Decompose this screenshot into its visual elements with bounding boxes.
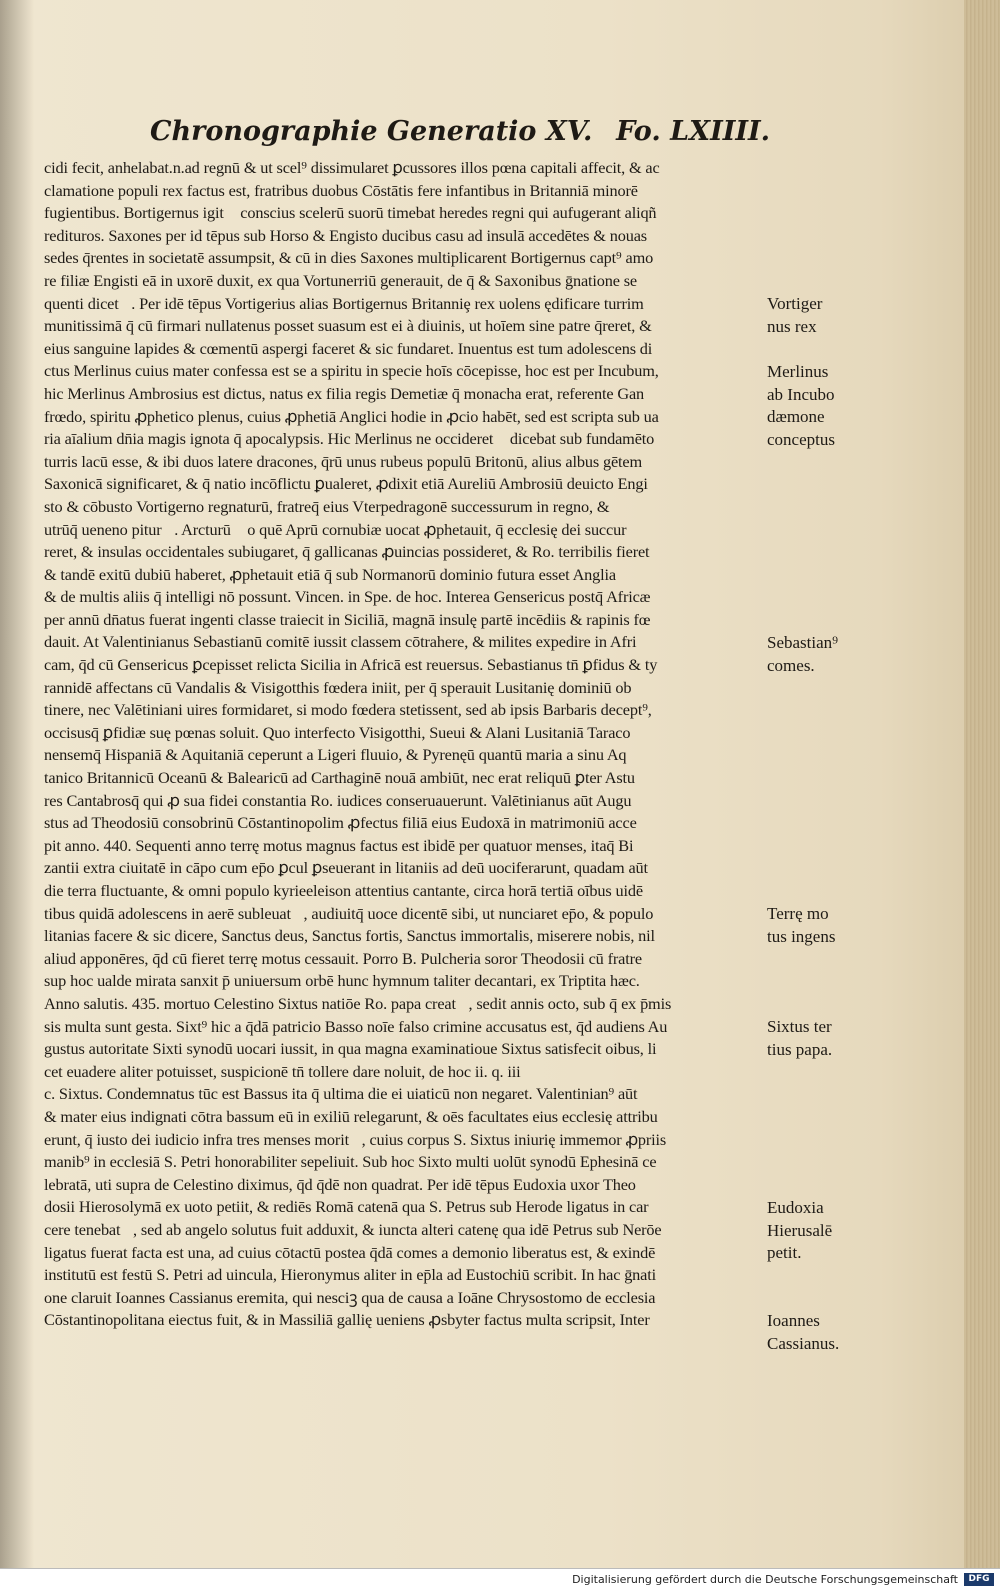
text-line: sup hoc ualde mirata sanxit p̄ uniuersum orbē hunc hymnum taliter decantari, ex Triptita hæc. xyxy=(44,971,640,991)
text-line: nensemq̄ Hispaniā & Aquitaniā ceperunt a Ligeri fluuio, & Pyrenęū quantū maria a sinu Aq xyxy=(44,745,627,765)
text-line: tibus quidā adolescens in aerē subleuat᷑, audiuitq̄ uoce dicentē sibi, ut nunciaret ep̄o, & populo xyxy=(44,903,654,923)
text-line: & de multis aliis q̄ intelligi nō possunt. Vincen. in Spe. de hoc. Interea Gensericus postq̄ Africæ xyxy=(44,587,651,607)
dfg-logo-icon: DFG xyxy=(964,1573,994,1586)
text-line: dauit. At Valentinianus Sebastianū comitē iussit classem cōtrahere, & milites expedire in Afri xyxy=(44,632,637,652)
text-line: institutū est festū S. Petri ad uincula, Hieronymus aliter in ep̄la ad Eustochiū scribit. In hac ḡnati xyxy=(44,1265,656,1285)
text-line: ligatus fuerat facta est una, ad cuius cōtactū postea q̄dā comes a demonio liberatus est, & exindē xyxy=(44,1242,656,1262)
text-line: & tandē exitū dubiū haberet, ꝓphetauit etiā q̄ sub Normanorū dominio futura esset Anglia xyxy=(44,564,616,584)
main-text-column xyxy=(44,157,764,1332)
text-line: per annū dn̄atus fuerat ingenti classe traiecit in Siciliā, magnā insulę partē incēdiis & rapinis fœ xyxy=(44,609,651,629)
text-line: clamatione populi rex factus est, fratribus duobus Cōstātis fere infantibus in Britanniā minorē xyxy=(44,180,638,200)
text-line: & mater eius indignati cōtra bassum eū in exiliū relegarunt, & oēs facultates eius ecclesię attribu xyxy=(44,1106,658,1126)
text-line: hic Merlinus Ambrosius est dictus, natus ex filia regis Demetiæ q̄ monacha erat, referente Gan xyxy=(44,383,645,403)
text-line: lebratā, uti supra de Celestino diximus, q̄d q̄dē non quadrat. Per idē tēpus Eudoxia uxor Theo xyxy=(44,1174,636,1194)
text-line: pit anno. 440. Sequenti anno terrę motus magnus factus est ibidē per quatuor menses, itaq̄ Bi xyxy=(44,835,634,855)
text-line: litanias facere & sic dicere, Sanctus deus, Sanctus fortis, Sanctus immortalis, miserere nobis, nil xyxy=(44,926,655,946)
text-line: redituros. Saxones per id tēpus sub Horso & Engisto ducibus casu ad insulā accedētes & nouas xyxy=(44,225,647,245)
gutter-shadow xyxy=(0,0,34,1568)
text-line: Cōstantinopolitana eiectus fuit, & in Massiliā gallię ueniens ꝓsbyter factus multa scripsit, Inter xyxy=(44,1310,650,1330)
text-line: cere tenebat᷑, sed ab angelo solutus fuit adduxit, & iuncta alteri catenę qua idē Petrus sub Nerōe xyxy=(44,1219,662,1239)
text-line: tanico Britannicū Oceanū & Balearicū ad Carthaginē nouā ambiūt, nec erat reliquū ꝑter Astu xyxy=(44,768,635,788)
text-line: re filiæ Engisti eā in uxorē duxit, ex qua Vortunerriū generauit, de q̄ & Saxonibus ḡnatione se xyxy=(44,270,638,290)
text-line: aliud apponēres, q̄d cū fieret terrę motus cessauit. Porro B. Pulcheria soror Theodosii cū fratre xyxy=(44,948,642,968)
marginal-note: Sixtus ter tius papa. xyxy=(767,1017,833,1059)
marginal-note: Ioannes Cassianus. xyxy=(767,1311,840,1353)
text-line: reret, & insulas occidentales subiugaret, q̄ gallicanas ꝓuincias possideret, & Ro. terribilis fieret xyxy=(44,542,650,562)
text-line: tinere, nec Valētiniani uires formidaret, si modo fœdera stetissent, sed ab ipsis Barbaris decept⁹, xyxy=(44,700,652,720)
text-line: eius sanguine lapides & cœmentū aspergi faceret & sic fundaret. Inuentus est tum adolescens di xyxy=(44,338,653,358)
text-line: sto & cōbusto Vortigerno regnaturū, fratreq̄ eius Vterpedragonē successurum in regno, & xyxy=(44,496,610,516)
text-line: ria aīalium dn̄ia magis ignota q̄ apocalypsis. Hic Merlinus ne occideret᷑ dicebat sub fundamēto xyxy=(44,429,655,449)
marginal-note: Vortiger nus rex xyxy=(767,294,823,336)
text-line: c. Sixtus. Condemnatus tūc est Bassus ita q̄ ultima die ei uiaticū non negaret. Valentinian⁹ aūt xyxy=(44,1084,638,1104)
text-line: erunt, q̄ iusto dei iudicio infra tres menses morit᷑, cuius corpus S. Sixtus iniurię immemor ꝓpriis xyxy=(44,1129,667,1149)
folio-number: Fo. LXIIII. xyxy=(616,116,770,147)
text-line: stus ad Theodosiū consobrinū Cōstantinopolim ꝓfectus filiā eius Eudoxā in matrimoniū acce xyxy=(44,813,637,833)
marginal-note: Terrę mo tus ingens xyxy=(767,904,836,946)
running-title: Chronographie Generatio XV. xyxy=(150,116,593,147)
text-line: one claruit Ioannes Cassianus eremita, qui nesciꝫ qua de causa a Ioāne Chrysostomo de ecclesia xyxy=(44,1287,656,1307)
text-line: die terra fluctuante, & omni populo kyrieeleison attentius cantante, circa horā tertiā oībus uidē xyxy=(44,881,643,900)
text-line: Anno salutis. 435. mortuo Celestino Sixtus natiōe Ro. papa creat᷑, sedit annis octo, sub q̄ ex p̄mis xyxy=(44,993,672,1013)
marginal-note: Sebastian⁹ comes. xyxy=(767,633,839,675)
text-line: gustus autoritate Sixti synodū uocari iussit, in qua magna examinatioue Sixtus satisfecit oibus, li xyxy=(44,1039,657,1059)
text-line: cidi fecit, anhelabat.n.ad regnū & ut scel⁹ dissimularet ꝑcussores illos pœna capitali affecit, & ac xyxy=(44,158,660,177)
text-line: rannidē affectans cū Vandalis & Visigotthis fœdera iniit, per q̄ sperauit Lusitanię dominiū ob xyxy=(44,677,632,697)
text-line: cam, q̄d cū Gensericus ꝑcepisset relicta Sicilia in Africā est reuersus. Sebastianus tn̄ ꝑfidus & ty xyxy=(44,655,658,675)
text-line: sis multa sunt gesta. Sixt⁹ hic a q̄dā patricio Basso noīe falso crimine accusatus est, q̄d audiens Au xyxy=(44,1016,668,1036)
text-line: cet euadere aliter potuisset, suspicionē tn̄ tollere dare noluit, de hoc ii. q. iii xyxy=(44,1061,521,1081)
text-line: utrūq̄ ueneno pitur᷑. Arcturū ꝟo quē Aprū cornubiæ uocat ꝓphetauit, q̄ ecclesię dei succur xyxy=(44,519,627,539)
text-line: dosii Hierosolymā ex uoto petiit, & rediēs Romā catenā qua S. Petrus sub Herode ligatus in car xyxy=(44,1197,649,1217)
text-line: sedes q̄rentes in societatē assumpsit, & cū in dies Saxones multiplicarent Bortigernus capt⁹ amo xyxy=(44,248,654,268)
page-edges xyxy=(964,0,1000,1568)
text-line: ctus Merlinus cuius mater confessa est se a spiritu in specie hoīs cōcepisse, hoc est per Incubum, xyxy=(44,361,659,381)
text-line: quenti dicet᷑. Per idē tēpus Vortigerius alias Bortigernus Britanniȩ rex uolens ędificare turrim xyxy=(44,293,644,313)
text-line: manib⁹ in ecclesiā S. Petri honorabiliter sepeliuit. Sub hoc Sixto multi uolūt synodū Ephesinā ce xyxy=(44,1152,657,1172)
text-line: zantii extra ciuitatē in cāpo cum ep̄o ꝑcul ꝑseuerant in litaniis ad deū uociferarunt, quadam aūt xyxy=(44,858,648,878)
text-line: frœdo, spiritu ꝓphetico plenus, cuius ꝓphetiā Anglici hodie in ꝓcio habēt, sed est scripta sub ua xyxy=(44,406,659,426)
text-line: turris lacū esse, & ibi duos latere dracones, q̄rū unus rubeus populū Britonū, alius albus gētem xyxy=(44,451,642,471)
digitization-footer xyxy=(0,1568,1000,1590)
text-line: res Cantabrosq̄ qui ꝓ sua fidei constantia Ro. iudices conseruauerunt. Valētinianus aūt Augu xyxy=(44,790,632,810)
text-line: munitissimā q̄ cū firmari nullatenus posset suasum est ei à diuinis, ut hoīem sine patre q̄reret, & xyxy=(44,316,652,336)
marginal-note: Merlinus ab Incubo dæmone conceptus xyxy=(767,362,835,449)
running-header xyxy=(150,116,770,156)
marginal-note: Eudoxia Hierusalē petit. xyxy=(767,1198,833,1263)
text-line: Saxonicā significaret, & q̄ natio incōflictu ꝑualeret, ꝓdixit etiā Aureliū Ambrosiū deuicto Engi xyxy=(44,474,648,494)
funding-credit: Digitalisierung gefördert durch die Deutsche Forschungsgemeinschaft xyxy=(572,1573,958,1586)
text-line: fugientibus. Bortigernus igit᷑ conscius scelerū suorū timebat heredes regni qui aufugerant aliqñ xyxy=(44,203,657,223)
text-line: occisusq̄ ꝑfidiæ suę pœnas soluit. Quo interfecto Visigotthi, Sueui & Alani Lusitaniā Taraco xyxy=(44,722,631,742)
